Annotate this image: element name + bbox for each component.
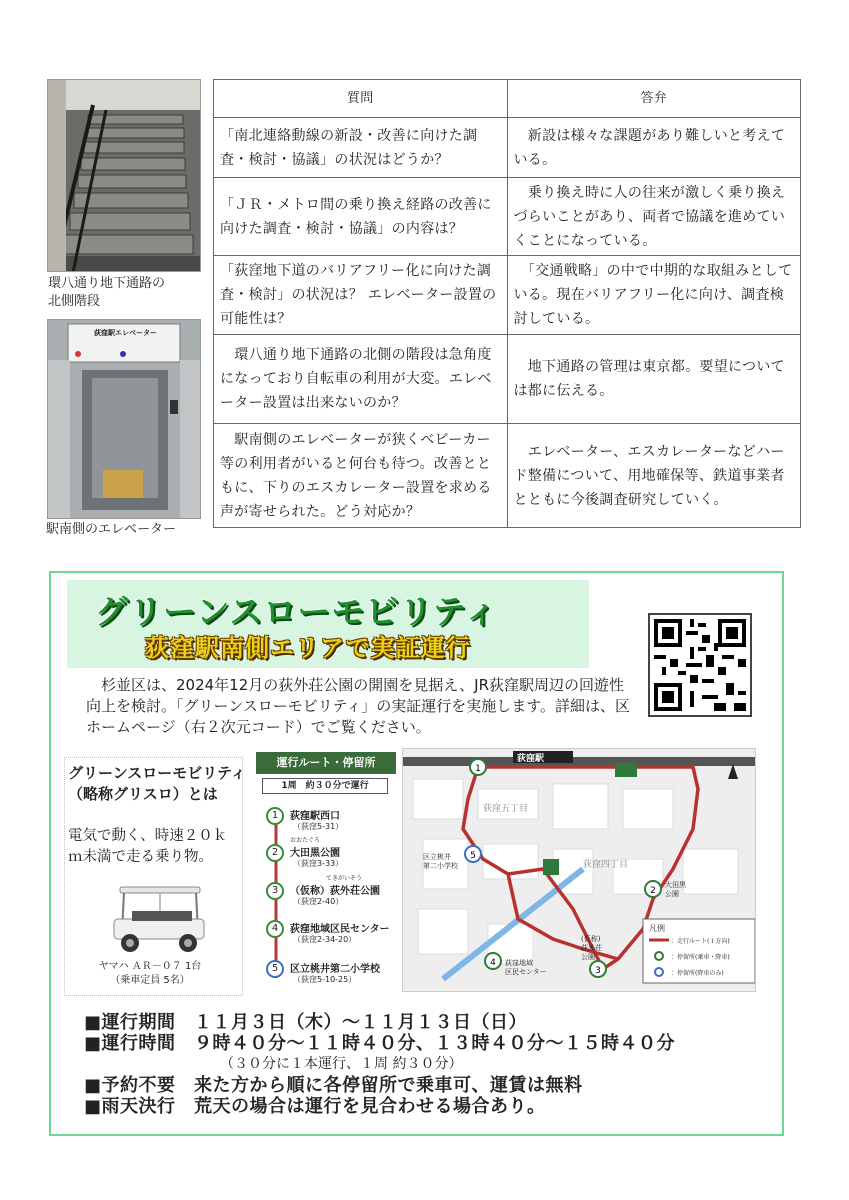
stop-address: （荻窪2-34-20） <box>293 935 357 944</box>
gsm-intro: 杉並区は、2024年12月の荻外荘公園の開園を見据え、JR荻窪駅周辺の回遊性向上を検討。「グリーンスローモビリティ」の実証運行を実施します。詳細は、区ホームページ（右２次元コード）でご覧ください。 <box>86 676 631 736</box>
table-row <box>214 335 801 424</box>
stop-address: （荻窪3-33） <box>293 859 344 868</box>
header-question: 質問 <box>214 80 508 118</box>
gsm-subtitle: 荻窪駅南側エリアで実証運行 <box>145 634 471 662</box>
stop-number: 3 <box>266 882 284 900</box>
question-cell: 「ＪＲ・メトロ間の乗り換え経路の改善に向けた調査・検討・協議」の内容は？ <box>214 178 508 256</box>
question-cell: 「南北連絡動線の新設・改善に向けた調査・検討・協議」の状況はどうか？ <box>214 118 508 178</box>
route-subheader: 1周 約３０分で運行 <box>262 778 388 794</box>
answer-cell: エレベーター、エスカレーターなどハード整備について、用地確保等、鉄道事業者とともに今後調査研究していく。 <box>507 424 801 528</box>
map-area-label: 荻窪五丁目 <box>483 804 529 814</box>
table-row <box>214 118 801 178</box>
route-header: 運行ルート・停留所 <box>256 752 396 774</box>
answer-cell: 新設は様々な課題があり難しいと考えている。 <box>507 118 801 178</box>
table-row <box>214 424 801 528</box>
map-legend-stop: ：停留所(乗車・降車) <box>671 954 730 961</box>
svg-text:3: 3 <box>595 966 601 976</box>
elevator-sign: 荻窪駅エレベーター <box>94 329 157 337</box>
map-legend-route: ：走行ルート(１方向) <box>671 938 730 945</box>
cart-caption: ヤマハ ＡＲ－０７ 1台 （乗車定員 5名） <box>98 961 202 986</box>
stop-number: 4 <box>266 920 284 938</box>
question-cell: 駅南側のエレベーターが狭くベビーカー等の利用者がいると何台も待つ。改善とともに、下りのエスカレーター設置を求める声が寄せられた。どう対応か？ <box>214 424 508 528</box>
map-area-label: 荻窪四丁目 <box>583 860 629 870</box>
svg-text:5: 5 <box>470 851 476 861</box>
stop-address: （荻窪5-10-25） <box>293 975 357 984</box>
stairs-caption: 環八通り地下通路の 北側階段 <box>48 276 166 309</box>
stairs-photo <box>47 79 201 272</box>
map-park-label: 大田黒 公園 <box>665 881 686 898</box>
elevator-caption: 駅南側のエレベーター <box>46 522 177 537</box>
stop-ruby: おおたぐろ <box>290 837 321 844</box>
stop-number: 5 <box>266 960 284 978</box>
question-cell: 「荻窪地下道のバリアフリー化に向けた調査・検討」の状況は？ エレベーター設置の可能性は？ <box>214 256 508 335</box>
question-cell: 環八通り地下通路の北側の階段は急角度になっており自転車の利用が大変。エレベーター設置は出来ないのか？ <box>214 335 508 424</box>
map-legend-stop-alight: ：停留所(降車のみ) <box>671 970 724 977</box>
svg-text:4: 4 <box>490 958 496 968</box>
map-station-label: 荻窪駅 <box>517 754 545 764</box>
svg-text:1: 1 <box>475 764 481 774</box>
info-hours-note: （３０分に１本運行、１周 約３０分） <box>220 1056 463 1072</box>
stop-address: （荻窪2-40） <box>293 897 344 906</box>
map-center-label: 荻窪地域 区民センター <box>505 959 547 976</box>
info-period: ■運行期間 １１月３日（木）～１１月１３日（日） <box>84 1012 528 1033</box>
svg-text:2: 2 <box>650 886 656 896</box>
info-hours: ■運行時間 ９時４０分～１１時４０分、１３時４０分～１５時４０分 <box>84 1033 676 1054</box>
elevator-photo <box>47 319 201 519</box>
route-map <box>402 748 756 992</box>
stop-name: 大田黒公園 <box>290 848 340 859</box>
gsm-title: グリーンスローモビリティ <box>95 592 499 631</box>
map-park-label: (仮称) 荻外荘 公園 <box>581 935 602 961</box>
stop-name: 荻窪駅西口 <box>290 811 340 822</box>
stop-name: 区立桃井第二小学校 <box>290 964 380 975</box>
table-row <box>214 178 801 256</box>
cart-illustration <box>108 883 208 957</box>
info-weather: ■雨天決行 荒天の場合は運行を見合わせる場合あり。 <box>84 1096 546 1117</box>
qr-code[interactable] <box>648 613 752 717</box>
answer-cell: 地下通路の管理は東京都。要望については都に伝える。 <box>507 335 801 424</box>
answer-cell: 「交通戦略」の中で中期的な取組みとしている。現在バリアフリー化に向け、調査検討している。 <box>507 256 801 335</box>
stop-address: （荻窪5-31） <box>293 822 344 831</box>
stop-number: 2 <box>266 844 284 862</box>
answer-cell: 乗り換え時に人の往来が激しく乗り換えづらいことがあり、両者で協議を進めていくことになっている。 <box>507 178 801 256</box>
table-row <box>214 256 801 335</box>
info-reservation: ■予約不要 来た方から順に各停留所で乗車可、運賃は無料 <box>84 1075 583 1096</box>
definition-body: 電気で動く、時速２０ｋｍ未満で走る乗り物。 <box>68 828 228 865</box>
map-legend-title: 凡例 <box>649 924 665 933</box>
stop-number: 1 <box>266 807 284 825</box>
stop-ruby: てきがいそう <box>326 875 363 882</box>
stop-name: 荻窪地域区民センター <box>290 924 390 935</box>
definition-title: グリーンスローモビリティ（略称グリスロ）とは <box>68 764 246 803</box>
header-answer: 答弁 <box>507 80 801 118</box>
stop-name: （仮称）荻外荘公園 <box>290 886 380 897</box>
qa-table <box>213 79 801 528</box>
map-school-label: 区立桃井 第二小学校 <box>423 853 458 870</box>
